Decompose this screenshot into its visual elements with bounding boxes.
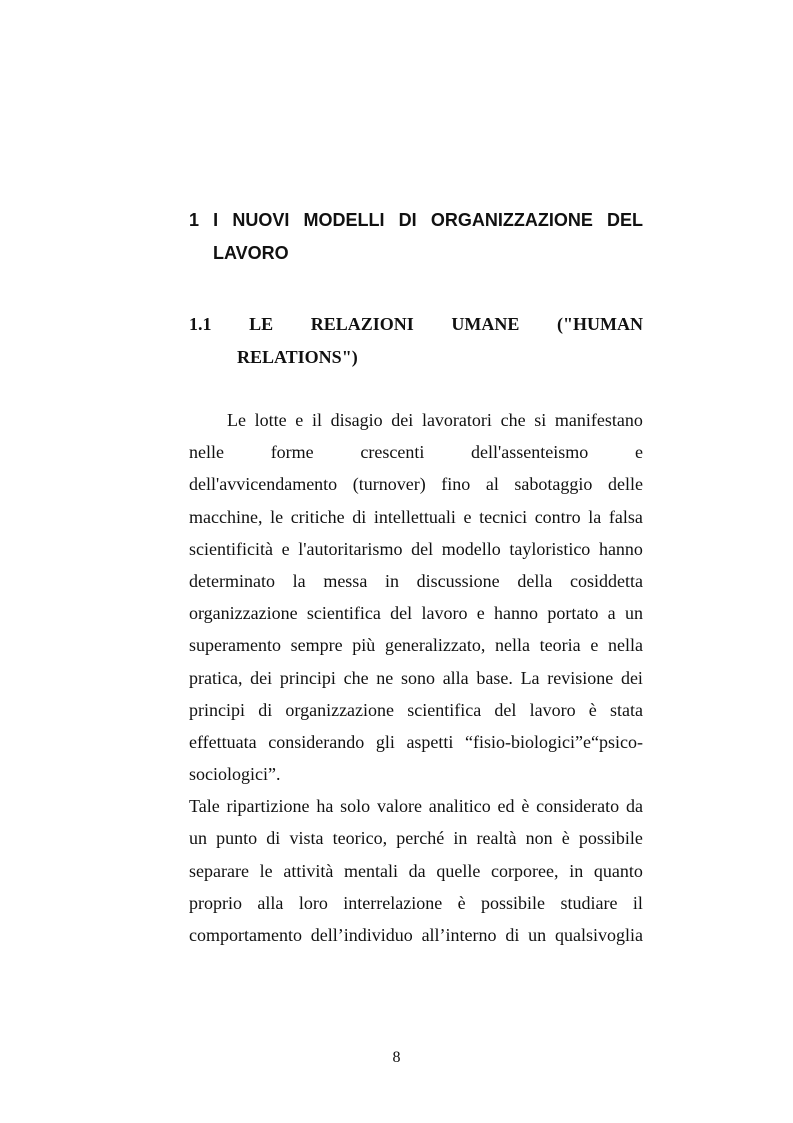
- word: disagio: [330, 410, 383, 430]
- section-title-word: LE: [249, 314, 274, 334]
- word: macchine,: [189, 506, 263, 527]
- word: alla: [257, 892, 284, 913]
- word: determinato: [189, 570, 275, 591]
- word: qualsivoglia: [554, 925, 643, 945]
- word: le: [270, 506, 284, 527]
- text-line: [189, 468, 643, 500]
- word: è: [561, 828, 570, 849]
- word: ne: [376, 667, 394, 688]
- section-title-word: RELAZIONI: [310, 314, 414, 334]
- word: il: [311, 410, 322, 430]
- word: crescenti: [360, 442, 425, 463]
- word: attività: [283, 860, 334, 881]
- section-number: 1.1: [189, 314, 212, 334]
- word: proprio: [189, 892, 242, 913]
- word: critiche: [290, 506, 345, 527]
- word: e: [281, 538, 290, 559]
- word: hanno: [494, 603, 539, 624]
- word: falsa: [608, 506, 643, 527]
- word: dei: [391, 410, 414, 430]
- word: nelle: [189, 442, 224, 463]
- word: analitico: [428, 796, 491, 817]
- word: un: [528, 925, 547, 945]
- chapter-title-word: ORGANIZZAZIONE: [430, 210, 593, 230]
- word: il: [632, 892, 643, 913]
- word: loro: [298, 892, 328, 913]
- word: è: [588, 699, 597, 720]
- word: e: [295, 410, 304, 430]
- word: aspetti: [406, 731, 454, 752]
- word: manifestano: [554, 410, 643, 430]
- word: alla: [442, 667, 469, 688]
- word: studiare: [560, 892, 618, 913]
- word: discussione: [416, 570, 500, 591]
- word: fino: [441, 474, 471, 495]
- page-number: 8: [392, 1049, 401, 1066]
- text-line: [189, 404, 643, 436]
- paragraph: [189, 404, 643, 790]
- word: revisione: [547, 667, 614, 688]
- word: e: [634, 442, 643, 463]
- word: separare: [189, 860, 249, 881]
- word: che: [500, 410, 526, 430]
- word: in: [384, 570, 399, 591]
- word: di: [266, 828, 281, 849]
- chapter-title-word: MODELLI: [303, 210, 385, 230]
- word: perché: [396, 828, 445, 849]
- word: al: [485, 474, 499, 495]
- section-title-line-1: [189, 308, 643, 341]
- chapter-title-word: 1: [189, 210, 200, 230]
- word: hanno: [598, 538, 643, 559]
- text-line: [189, 629, 643, 661]
- word: comportamento: [189, 925, 302, 945]
- word: portato: [547, 603, 599, 624]
- word: forme: [270, 442, 314, 463]
- word: delle: [607, 474, 643, 495]
- word: (turnover): [352, 474, 426, 495]
- text-line: [189, 533, 643, 565]
- word: tayloristico: [509, 538, 591, 559]
- word: possibile: [578, 828, 643, 849]
- text-line: [189, 694, 643, 726]
- section-title-line-2: RELATIONS"): [237, 347, 358, 367]
- word: di: [258, 699, 273, 720]
- word: stata: [610, 699, 643, 720]
- word: cosiddetta: [570, 570, 643, 591]
- word: da: [625, 796, 643, 817]
- word: dell’individuo: [310, 925, 413, 945]
- text-line: [189, 565, 643, 597]
- chapter-title-line-2: LAVORO: [213, 243, 289, 263]
- section-title-word: ("HUMAN: [556, 314, 643, 334]
- word: dei: [620, 667, 643, 688]
- word: lavoro: [529, 699, 576, 720]
- word: intellettuali: [373, 506, 456, 527]
- chapter-title-word: I: [213, 210, 219, 230]
- word: nella: [607, 635, 643, 656]
- word: generalizzato,: [384, 635, 486, 656]
- word: un: [189, 828, 207, 849]
- word: del: [494, 699, 517, 720]
- word: l'autoritarismo: [298, 538, 403, 559]
- word: e: [476, 603, 485, 624]
- word: effettuata: [189, 731, 257, 752]
- word: dei: [250, 667, 273, 688]
- word: Le: [227, 410, 246, 430]
- word: che: [343, 667, 369, 688]
- word: più: [352, 635, 376, 656]
- chapter-title: [189, 204, 643, 270]
- word: possibile: [481, 892, 546, 913]
- text-line: [189, 855, 643, 887]
- word: scientificità: [189, 538, 273, 559]
- chapter-title-word: DI: [398, 210, 417, 230]
- word: interrelazione: [343, 892, 443, 913]
- word: “fisio-biologici”e“psico-: [465, 731, 643, 752]
- word: organizzazione: [189, 603, 298, 624]
- word: un: [624, 603, 643, 624]
- word: a: [607, 603, 616, 624]
- word: teorico,: [332, 828, 388, 849]
- word: corporee,: [491, 860, 559, 881]
- word: del: [390, 603, 413, 624]
- word: sono: [400, 667, 435, 688]
- word: vista: [289, 828, 324, 849]
- section-title: [189, 308, 643, 374]
- word: considerato: [536, 796, 620, 817]
- word: ha: [316, 796, 334, 817]
- word: di: [505, 925, 520, 945]
- word: lotte: [254, 410, 287, 430]
- chapter-title-word: NUOVI: [232, 210, 290, 230]
- word: lavoro: [421, 603, 468, 624]
- word: base.: [476, 667, 513, 688]
- word: dell'assenteismo: [471, 442, 589, 463]
- word: da: [408, 860, 426, 881]
- chapter-title-word: DEL: [606, 210, 643, 230]
- word: scientifica: [306, 603, 381, 624]
- word: realtà: [476, 828, 517, 849]
- text-line: [189, 887, 643, 919]
- word: modello: [441, 538, 501, 559]
- word: contro: [534, 506, 581, 527]
- text-line: [189, 662, 643, 694]
- paragraph: [189, 790, 643, 951]
- word: La: [520, 667, 540, 688]
- text-line: [189, 597, 643, 629]
- word: teoria: [539, 635, 581, 656]
- word: le: [259, 860, 273, 881]
- word: principi: [279, 667, 336, 688]
- word: Tale: [189, 796, 220, 817]
- text-line: [189, 822, 643, 854]
- word: in: [453, 828, 468, 849]
- word: ripartizione: [226, 796, 310, 817]
- word: è: [521, 796, 530, 817]
- section-title-word: UMANE: [451, 314, 520, 334]
- word: organizzazione: [285, 699, 395, 720]
- word: di: [352, 506, 367, 527]
- word: principi: [189, 699, 245, 720]
- word: gli: [375, 731, 395, 752]
- word: nella: [495, 635, 531, 656]
- word: messa: [323, 570, 368, 591]
- text-line: [189, 726, 643, 758]
- word: punto: [216, 828, 258, 849]
- word: scientifica: [407, 699, 482, 720]
- word: sabotaggio: [514, 474, 593, 495]
- word: sempre: [290, 635, 343, 656]
- word: quelle: [436, 860, 481, 881]
- word: dell'avvicendamento: [189, 474, 338, 495]
- word: pratica,: [189, 667, 243, 688]
- word: lavoratori: [421, 410, 492, 430]
- word: la: [588, 506, 602, 527]
- word: la: [292, 570, 306, 591]
- word: mentali: [344, 860, 398, 881]
- word: tecnici: [479, 506, 528, 527]
- word: all’interno: [421, 925, 497, 945]
- text-line: [189, 501, 643, 533]
- word: considerando: [268, 731, 365, 752]
- text-line: [189, 919, 643, 951]
- word: in: [569, 860, 584, 881]
- text-line: [189, 790, 643, 822]
- word: e: [590, 635, 599, 656]
- word: superamento: [189, 635, 281, 656]
- text-line: [189, 436, 643, 468]
- word: è: [457, 892, 466, 913]
- text-line: sociologici”.: [189, 764, 281, 785]
- word: si: [534, 410, 547, 430]
- word: della: [517, 570, 553, 591]
- word: non: [525, 828, 553, 849]
- chapter-title-line-1: [189, 204, 643, 237]
- word: e: [463, 506, 472, 527]
- word: solo: [340, 796, 371, 817]
- word: del: [411, 538, 434, 559]
- word: ed: [497, 796, 515, 817]
- word: quanto: [593, 860, 643, 881]
- body-text: [189, 404, 643, 951]
- word: valore: [376, 796, 422, 817]
